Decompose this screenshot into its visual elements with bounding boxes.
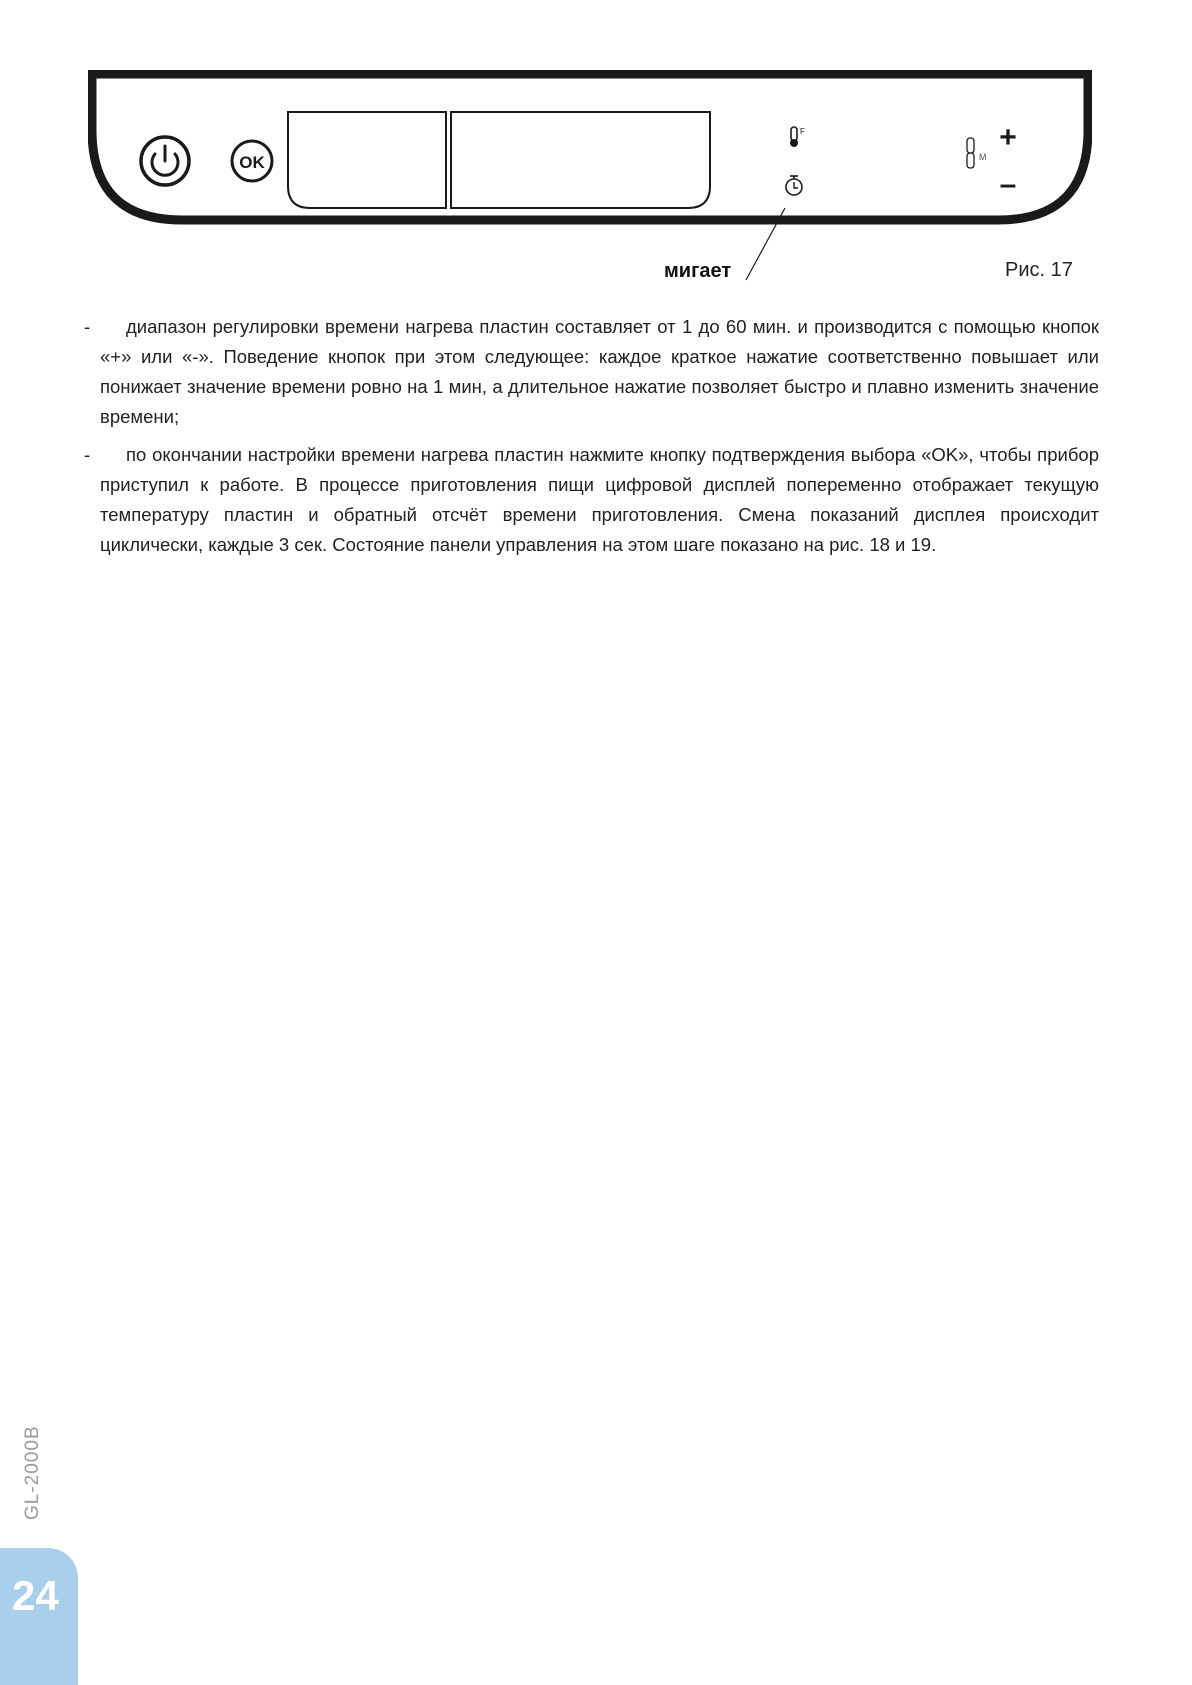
annotation-leader-line: [740, 206, 790, 284]
ok-button[interactable]: [232, 141, 272, 181]
digit-unit: M: [979, 152, 987, 162]
ok-button-label: OK: [239, 153, 265, 172]
list-item: [84, 312, 1099, 432]
model-name: GL-2000B: [22, 1425, 43, 1520]
list-item-dash: -: [84, 316, 91, 337]
list-item-text: диапазон регулировки времени нагрева пластин составляет от 1 до 60 мин. и производится с помощью кнопок «+» или «-». Поведение кнопок при этом следующее: каждое краткое нажатие соответственно повышает или понижает значение времени ровно на 1 мин, а длительное нажатие позволяет быстро и плавно изменить значение времени;: [100, 316, 1099, 427]
display-window-right: [451, 112, 710, 208]
instruction-list: [84, 312, 1099, 568]
list-item-dash: -: [84, 444, 91, 465]
minus-button[interactable]: –: [999, 168, 1017, 201]
blink-annotation: мигает: [664, 260, 732, 282]
list-item: [84, 440, 1099, 560]
figure-caption: Рис. 17: [1005, 259, 1073, 281]
control-panel-figure: [88, 70, 1092, 230]
page-number: 24: [12, 1572, 59, 1619]
plus-button[interactable]: +: [999, 121, 1017, 154]
display-window-left: [288, 112, 446, 208]
control-panel-drawing: [88, 70, 1092, 230]
thermometer-unit: F: [800, 127, 805, 136]
power-button[interactable]: [141, 137, 189, 185]
list-item-text: по окончании настройки времени нагрева пластин нажмите кнопку подтверждения выбора «OK», чтобы прибор приступил к работе. В процессе приготовления пищи цифровой дисплей попеременно отображает текущую температуру пластин и обратный отсчёт времени приготовления. Смена показаний дисплея происходит циклически, каждые 3 сек. Состояние панели управления на этом шаге показано на рис. 18 и 19.: [100, 444, 1099, 555]
